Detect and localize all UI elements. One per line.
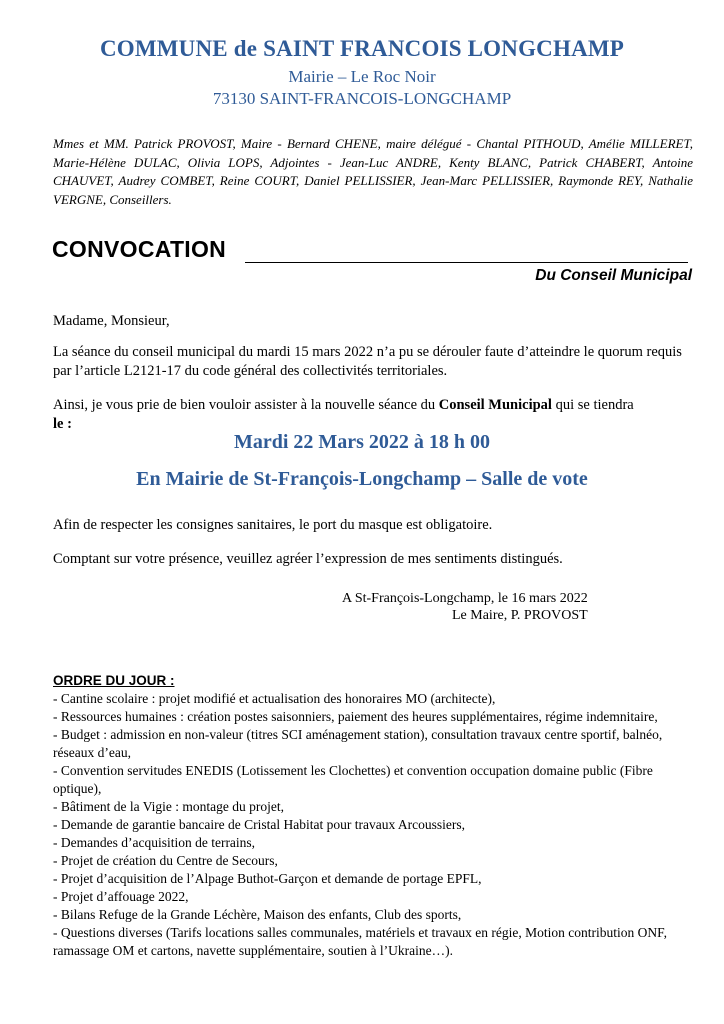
council-members-list: Mmes et MM. Patrick PROVOST, Maire - Bernard CHENE, maire délégué - Chantal PITHOUD, Amélie MILLERET, Marie-Hélène DULAC, Olivia LOPS, Adjointes - Jean-Luc ANDRE, Kenty BLANC, Patrick CHABERT, Antoine CHAUVET, Audrey COMBET, Reine COURT, Daniel PELLISSIER, Jean-Marc PELLISSIER, Raymonde REY, Nathalie VERGNE, Conseillers. [53, 136, 693, 207]
agenda-item: - Projet de création du Centre de Secours, [53, 853, 278, 868]
agenda-item: - Bilans Refuge de la Grande Léchère, Maison des enfants, Club des sports, [53, 907, 462, 922]
invitation-le: le : [53, 416, 72, 432]
agenda-item: - Cantine scolaire : projet modifié et actualisation des honoraires MO (architecte), [53, 691, 496, 706]
agenda-item: - Projet d’affouage 2022, [53, 889, 189, 904]
agenda-item: - Budget : admission en non-valeur (titres SCI aménagement station), consultation travaux centre sportif, balnéo, réseaux d’eau, [53, 727, 663, 760]
agenda-list [53, 690, 693, 960]
agenda-item: - Questions diverses (Tarifs locations salles communales, matériels et travaux en régie, Motion contribution ONF, ramassage OM et cartons, navette supplémentaire, soutien à l’Ukraine…). [53, 925, 667, 958]
agenda-item: - Bâtiment de la Vigie : montage du projet, [53, 799, 285, 814]
agenda-item: - Ressources humaines : création postes saisonniers, paiement des heures supplémentaires, régime indemnitaire, [53, 709, 658, 724]
signature: Le Maire, P. PROVOST [452, 608, 588, 623]
convocation-underline [245, 262, 688, 263]
meeting-place: En Mairie de St-François-Longchamp – Salle de vote [136, 468, 588, 490]
paragraph-invitation [53, 396, 693, 434]
paragraph-sanitary: Afin de respecter les consignes sanitaires, le port du masque est obligatoire. [53, 517, 493, 533]
place-and-date: A St-François-Longchamp, le 16 mars 2022 [342, 591, 588, 606]
convocation-heading [52, 236, 692, 266]
convocation-subtitle: Du Conseil Municipal [535, 267, 692, 284]
salutation: Madame, Monsieur, [53, 313, 170, 329]
invitation-bold-council: Conseil Municipal [438, 397, 552, 413]
meeting-date: Mardi 22 Mars 2022 à 18 h 00 [233, 431, 491, 453]
invitation-text-start: Ainsi, je vous prie de bien vouloir assister à la nouvelle séance du [53, 397, 439, 413]
commune-title: COMMUNE de SAINT FRANCOIS LONGCHAMP [99, 36, 625, 61]
agenda-item: - Convention servitudes ENEDIS (Lotissement les Clochettes) et convention occupation domaine public (Fibre optique), [53, 763, 653, 796]
agenda-title: ORDRE DU JOUR : [53, 673, 175, 688]
agenda-item: - Demande de garantie bancaire de Cristal Habitat pour travaux Arcoussiers, [53, 817, 465, 832]
mairie-address-line: Mairie – Le Roc Noir [288, 67, 436, 86]
invitation-text-end: qui se tiendra [551, 397, 634, 413]
agenda-item: - Demandes d’acquisition de terrains, [53, 835, 256, 850]
convocation-title: CONVOCATION [52, 236, 227, 262]
paragraph-closing: Comptant sur votre présence, veuillez agréer l’expression de mes sentiments distingués. [53, 551, 563, 567]
postal-address-line: 73130 SAINT-FRANCOIS-LONGCHAMP [212, 89, 512, 108]
agenda-item: - Projet d’acquisition de l’Alpage Buthot-Garçon et demande de portage EPFL, [53, 871, 482, 886]
paragraph-quorum: La séance du conseil municipal du mardi 15 mars 2022 n’a pu se dérouler faute d’atteindre le quorum requis par l’article L2121-17 du code général des collectivités territoriales. [53, 344, 682, 379]
